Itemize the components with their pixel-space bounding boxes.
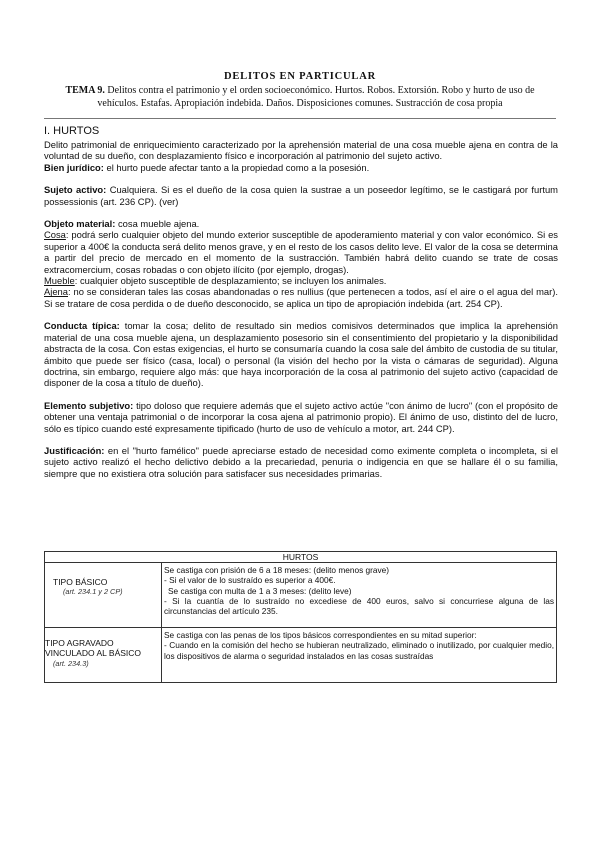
- intro-text: Delito patrimonial de enriquecimiento caracterizado por la aprehensión material de una cosa mueble ajena en contra de la voluntad de su dueño, con desplazamiento físico e incorporación al patrimonio del sujeto activo.: [44, 139, 558, 162]
- justificacion-text: en el "hurto famélico" puede apreciarse estado de necesidad como eximente completa o incompleta, si el sujeto activo realizó el hecho delictivo debido a la precariedad, penuria o indigencia en que se hallare él o su familia, siempre que no existiera otra solución para satisfacer sus necesidades primarias.: [44, 444, 558, 479]
- conducta-tipica-label: Conducta típica:: [44, 320, 120, 332]
- conducta-tipica-text: tomar la cosa; delito de resultado sin medios comisivos determinados que implica la aprehensión material de una cosa mueble ajena, un desplazamiento posesorio sin el consentimiento del propietario y la disponibilidad abstracta de la cosa. Con estas exigencias, el hurto se consumaría cuando la cosa sale del ámbito de custodia de su titular, ámbito que puede ser físico (casa, local) o personal (la visión del hecho por la vista o cámaras de seguridad). Alguna doctrina, sin embargo, requiere algo más: que haya incorporación de la cosa al patrimonio del sujeto activo (capacidad de disponer de la cosa a título de dueño).: [44, 320, 558, 389]
- intro-paragraph: [44, 139, 558, 173]
- row-line: - Si el valor de lo sustraído es superior a 400€.: [164, 575, 336, 586]
- table-header: HURTOS: [45, 552, 557, 563]
- row-line: Se castiga con prisión de 6 a 18 meses: (delito menos grave): [164, 565, 390, 576]
- ajena-label: Ajena: [44, 286, 68, 298]
- document-title: DELITOS EN PARTICULAR: [224, 71, 376, 82]
- row-label-cell: [45, 563, 162, 628]
- row-reference: (art. 234.3): [53, 658, 89, 668]
- row-content-cell: [162, 628, 557, 683]
- elemento-subjetivo-label: Elemento subjetivo:: [44, 399, 134, 411]
- document-body: [44, 139, 558, 479]
- bien-juridico-text: el hurto puede afectar tanto a la propiedad como a la posesión.: [103, 161, 370, 173]
- conducta-tipica-paragraph: [44, 320, 558, 388]
- section-heading: I. HURTOS: [44, 125, 100, 137]
- elemento-subjetivo-text: tipo doloso que requiere además que el sujeto activo actúe "con ánimo de lucro" (con el propósito de obtener una ventaja patrimonial o de incorporar la cosa ajena al patrimonio propio). El ánimo de uso, distinto del de lucro, sólo es típico cuando esté expresamente tipificado (hurto de uso de vehículo a motor, art. 244 CP).: [44, 399, 559, 434]
- topic-text: Delitos contra el patrimonio y el orden socioeconómico. Hurtos. Robos. Extorsión. Robo y hurto de uso de vehículos. Estafas. Apropiación indebida. Daños. Disposiciones comunes. Sustracción de cosa propia: [97, 85, 535, 109]
- row-label-cell: [45, 628, 162, 683]
- row-label: TIPO BÁSICO: [53, 577, 108, 588]
- table-row: [45, 563, 557, 628]
- justificacion-label: Justificación:: [44, 444, 105, 456]
- table-header-row: [45, 552, 557, 563]
- topic-subtitle: [58, 84, 542, 110]
- bien-juridico-label: Bien jurídico:: [44, 161, 104, 173]
- row-line: - Cuando en la comisión del hecho se hubieran neutralizado, eliminado o inutilizado, por cualquier medio, los dispositivos de alarma o seguridad instalados en las cosas sustraídas: [164, 640, 554, 661]
- row-content-cell: [162, 563, 557, 628]
- sujeto-activo-text: Cualquiera. Si es el dueño de la cosa quien la sustrae a un poseedor legítimo, se le castigará por furtum possessionis (art. 236 CP). (ver): [44, 184, 558, 207]
- hurtos-table: [44, 551, 557, 683]
- row-line: Se castiga con multa de 1 a 3 meses: (delito leve): [168, 585, 352, 596]
- row-line: - Si la cuantía de lo sustraído no excediese de 400 euros, salvo si concurriese alguna de las circunstancias del artículo 235.: [164, 595, 554, 617]
- cosa-text: : podrá serlo cualquier objeto del mundo exterior susceptible de apoderamiento material y con valor económico. Si es superior a 400€ la conducta será delito menos grave, y en el resto de los casos delito leve. El valor de la cosa se determina a partir del precio de mercado en el momento de la sustracción. También habrá delito cuando se trate de cosas extracomercium, cosas robadas o con objeto ilícito (por ejemplo, drogas).: [44, 229, 558, 275]
- objeto-material-text: cosa mueble ajena.: [115, 218, 200, 230]
- sujeto-activo-paragraph: [44, 184, 558, 207]
- mueble-label: Mueble: [44, 275, 75, 287]
- mueble-text: : cualquier objeto susceptible de desplazamiento; se incluyen los animales.: [74, 275, 387, 287]
- table-row: [45, 628, 557, 683]
- cosa-label: Cosa: [44, 229, 66, 241]
- sujeto-activo-label: Sujeto activo:: [44, 184, 107, 196]
- header-divider: [44, 118, 556, 119]
- elemento-subjetivo-paragraph: [44, 400, 558, 434]
- row-line: Se castiga con las penas de los tipos básicos correspondientes en su mitad superior:: [164, 630, 477, 641]
- justificacion-paragraph: [44, 445, 558, 479]
- row-reference: (art. 234.1 y 2 CP): [63, 587, 123, 597]
- topic-label: TEMA 9.: [65, 85, 105, 96]
- row-label: TIPO AGRAVADO VINCULADO AL BÁSICO: [45, 638, 142, 659]
- ajena-text: : no se consideran tales las cosas abandonadas o res nullius (que pertenecen a todos, así el aire o el agua del mar). Si se tratare de cosa perdida o de dueño desconocido, se aplica un tipo de apropiación indebida (art. 254 CP).: [44, 286, 558, 309]
- objeto-material-label: Objeto material:: [44, 218, 116, 230]
- objeto-material-paragraph: [44, 218, 558, 309]
